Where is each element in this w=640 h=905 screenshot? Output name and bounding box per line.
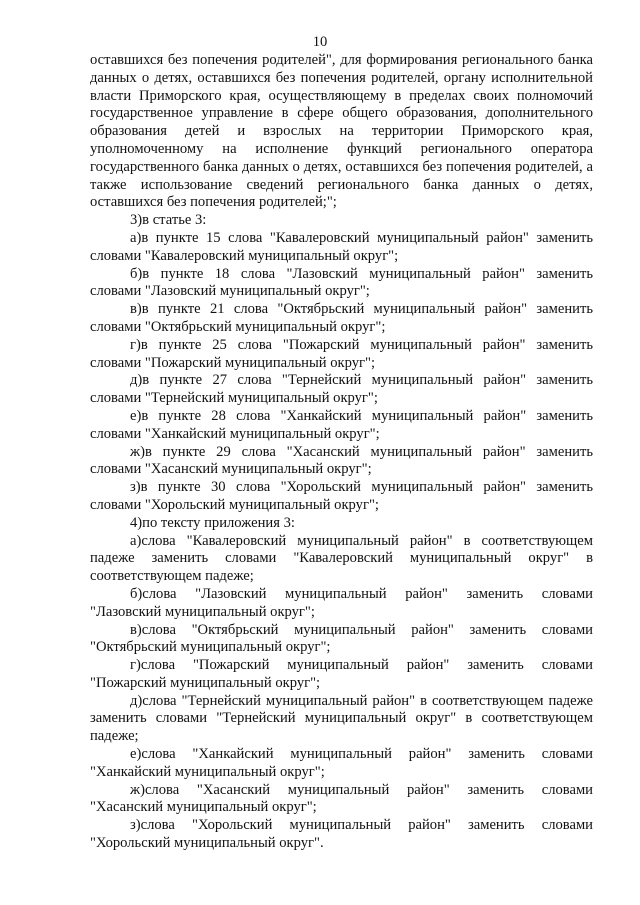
paragraph-continuation: оставшихся без попечения родителей", для формирования регионального банка данных о детях, оставшихся без попечения родителей, органу исполнительной власти Приморского края, осуществляющему в пределах своих полномочий государственное управление в сфере общего образования, дополнительного образования детей и взрослых на территории Приморского края, уполномоченному на исполнение функций регионального оператора государственного банка данных о детях, оставшихся без попечения родителей, а также использование сведений регионального банка данных о детях, оставшихся без попечения родителей;"; (90, 52, 593, 211)
paragraph-item-4: 4)по тексту приложения 3: (130, 514, 295, 531)
paragraph-item-3v: в)в пункте 21 слова "Октябрьский муниципальный район" заменить словами "Октябрьский муниципальный округ"; (90, 301, 593, 335)
paragraph-item-4zh: ж)слова "Хасанский муниципальный район" заменить словами "Хасанский муниципальный округ"; (90, 781, 593, 816)
paragraph-item-3z: з)в пункте 30 слова "Хорольский муниципальный район" заменить словами "Хорольский муниципальный округ"; (90, 479, 593, 513)
paragraph-item-3: 3)в статье 3: (130, 212, 207, 229)
document-body (90, 52, 593, 853)
paragraph-item-4v: в)слова "Октябрьский муниципальный район" заменить словами "Октябрьский муниципальный округ"; (90, 621, 593, 656)
page-number: 10 (312, 34, 328, 50)
paragraph-item-4z: з)слова "Хорольский муниципальный район" заменить словами "Хорольский муниципальный округ". (90, 817, 593, 852)
paragraph-item-4e: е)слова "Ханкайский муниципальный район" заменить словами "Ханкайский муниципальный округ"; (90, 746, 593, 780)
paragraph-item-3d: д)в пункте 27 слова "Тернейский муниципальный район" заменить словами "Тернейский муниципальный округ"; (90, 372, 593, 407)
paragraph-item-4a: а)слова "Кавалеровский муниципальный район" в соответствующем падеже заменить словами "Кавалеровский муниципальный округ" в соответствующем падеже; (90, 532, 593, 585)
paragraph-item-4g: г)слова "Пожарский муниципальный район" заменить словами "Пожарский муниципальный округ"; (90, 657, 593, 691)
paragraph-item-4b: б)слова "Лазовский муниципальный район" заменить словами "Лазовский муниципальный округ"; (90, 585, 593, 620)
paragraph-item-3a: а)в пункте 15 слова "Кавалеровский муниципальный район" заменить словами "Кавалеровский муниципальный округ"; (90, 229, 593, 264)
paragraph-item-3b: б)в пункте 18 слова "Лазовский муниципальный район" заменить словами "Лазовский муниципальный округ"; (90, 265, 593, 300)
paragraph-item-3g: г)в пункте 25 слова "Пожарский муниципальный район" заменить словами "Пожарский муниципальный округ"; (90, 336, 593, 371)
paragraph-item-4d: д)слова "Тернейский муниципальный район" в соответствующем падеже заменить словами "Тернейский муниципальный округ" в соответствующем падеже; (90, 692, 593, 745)
paragraph-item-3zh: ж)в пункте 29 слова "Хасанский муниципальный район" заменить словами "Хасанский муниципальный округ"; (90, 443, 593, 478)
paragraph-item-3e: е)в пункте 28 слова "Ханкайский муниципальный район" заменить словами "Ханкайский муниципальный округ"; (90, 407, 593, 442)
